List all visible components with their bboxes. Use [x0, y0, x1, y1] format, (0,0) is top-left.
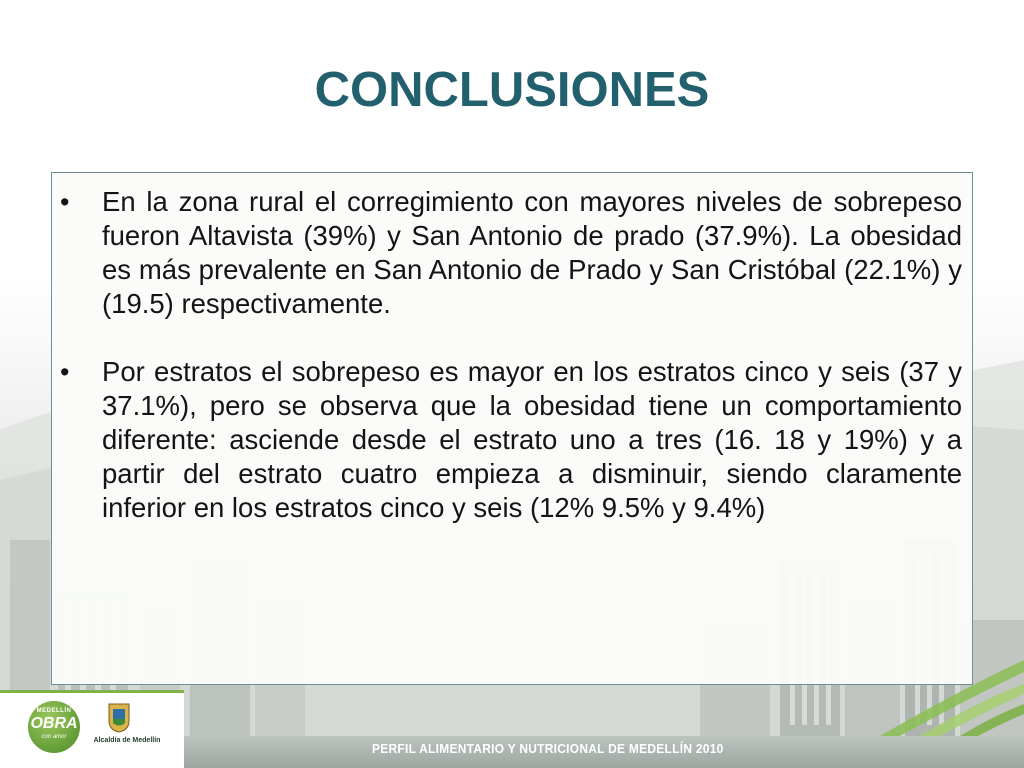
- logo-sub-text: con amor: [41, 734, 67, 740]
- medellin-obra-logo: [22, 701, 86, 757]
- logo-top-text: MEDELLÍN: [36, 708, 72, 714]
- bullet-icon: •: [60, 187, 70, 217]
- logo-panel: [0, 690, 184, 768]
- bullet-text: En la zona rural el corregimiento con mayores niveles de sobrepeso fueron Altavista (39%) y San Antonio de prado (37.9%). La obesidad es más prevalente en San Antonio de Prado y San Cristóbal (22.1%) y (19.5) respectivamente.: [102, 186, 962, 319]
- conclusions-box: [51, 172, 973, 685]
- page-title: CONCLUSIONES: [314, 63, 710, 117]
- conclusion-bullet-1: [60, 185, 962, 321]
- footer-title: PERFIL ALIMENTARIO Y NUTRICIONAL DE MEDELLÍN 2010: [372, 741, 724, 756]
- crest-label: Alcaldía de Medellín: [93, 737, 161, 744]
- crest-icon: [108, 703, 130, 733]
- logo-main-text: OBRA: [30, 715, 78, 732]
- bullet-text: Por estratos el sobrepeso es mayor en los estratos cinco y seis (37 y 37.1%), pero se observa que la obesidad tiene un comportamiento diferente: asciende desde el estrato uno a tres (16. 18 y 19%) y a partir del estrato cuatro empieza a disminuir, siendo claramente inferior en los estratos cinco y seis (12% 9.5% y 9.4%): [102, 356, 962, 523]
- conclusion-bullet-2: [60, 355, 962, 525]
- bullet-icon: •: [60, 357, 70, 387]
